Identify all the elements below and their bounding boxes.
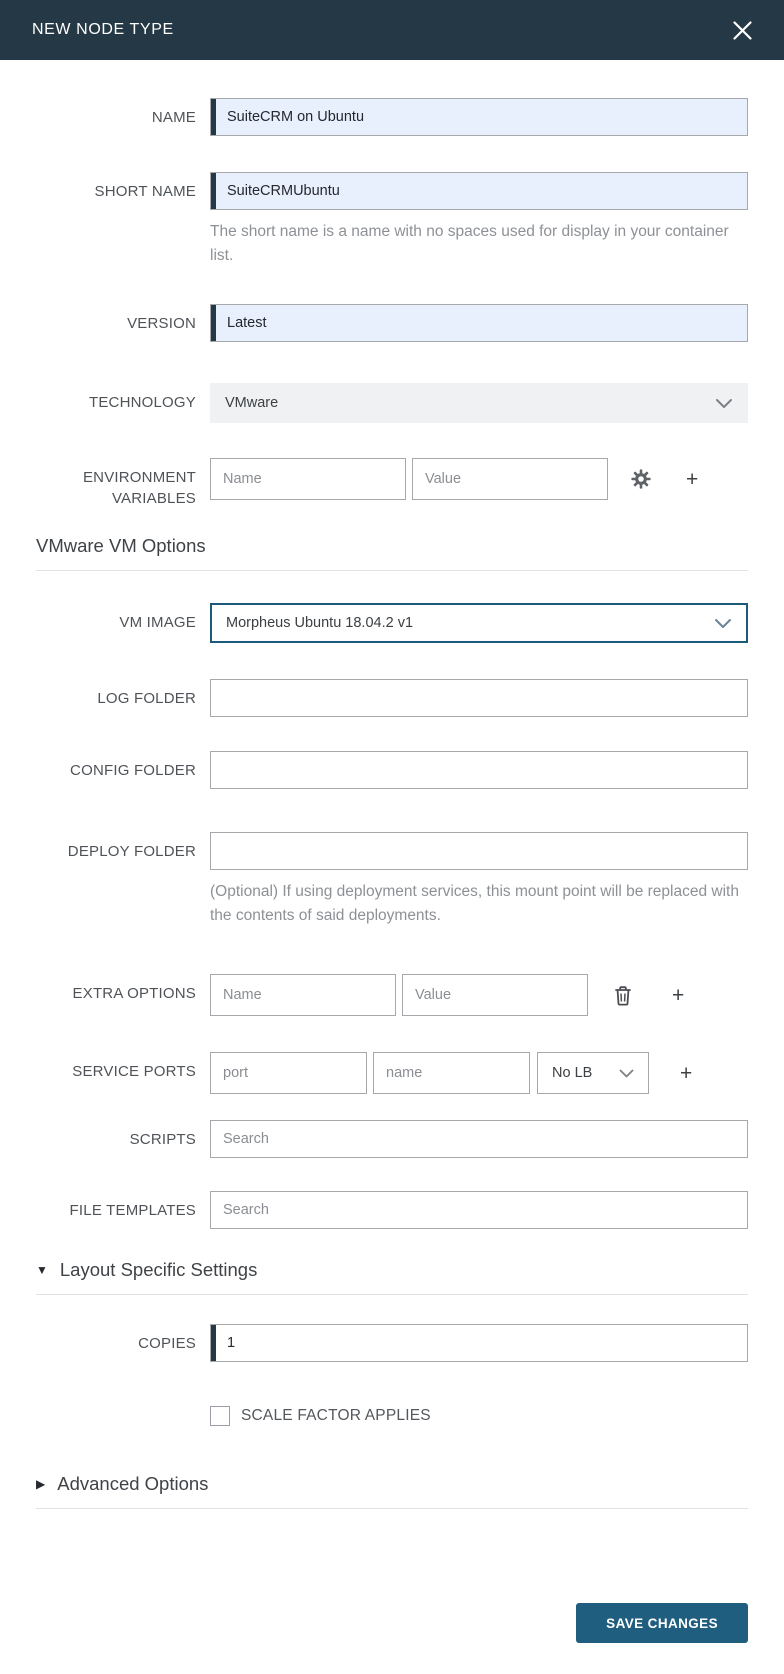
- deploy-folder-help-text: (Optional) If using deployment services, this mount point will be replaced with the contents of said deployments.: [210, 883, 739, 924]
- plus-icon: +: [686, 467, 699, 491]
- short-name-field-row: [36, 172, 748, 268]
- extra-option-value-input[interactable]: [402, 974, 588, 1016]
- service-port-name-input[interactable]: [373, 1052, 530, 1094]
- log-folder-field-row: [36, 679, 748, 717]
- env-var-value-input[interactable]: [412, 458, 608, 500]
- file-templates-search-input[interactable]: [210, 1191, 748, 1229]
- technology-selected-value: VMware: [225, 395, 279, 411]
- deploy-folder-label: DEPLOY FOLDER: [67, 843, 196, 860]
- deploy-folder-input[interactable]: [210, 832, 748, 870]
- extra-option-add-button[interactable]: [672, 985, 684, 1006]
- extra-option-name-input[interactable]: [210, 974, 396, 1016]
- section-divider: [36, 1294, 748, 1295]
- technology-label: TECHNOLOGY: [88, 394, 196, 411]
- load-balancer-selected-value: No LB: [552, 1065, 593, 1081]
- copies-input[interactable]: [210, 1324, 748, 1362]
- short-name-input[interactable]: [210, 172, 748, 210]
- short-name-label: SHORT NAME: [94, 183, 196, 200]
- close-icon: [733, 21, 752, 40]
- section-divider: [36, 1508, 748, 1509]
- plus-icon: +: [680, 1061, 693, 1085]
- config-folder-field-row: [36, 751, 748, 789]
- close-button[interactable]: [730, 18, 754, 42]
- env-var-add-button[interactable]: [686, 469, 698, 490]
- extra-option-delete-button[interactable]: [614, 985, 632, 1006]
- modal-body: [0, 60, 784, 1643]
- log-folder-input[interactable]: [210, 679, 748, 717]
- section-toggle-layout-specific-settings[interactable]: [36, 1259, 748, 1281]
- short-name-help-text: The short name is a name with no spaces used for display in your container list.: [210, 223, 729, 264]
- gear-icon: [630, 468, 652, 490]
- copies-label: COPIES: [138, 1335, 196, 1352]
- env-var-settings-button[interactable]: [630, 468, 652, 490]
- config-folder-label: CONFIG FOLDER: [70, 762, 196, 779]
- section-divider: [36, 570, 748, 571]
- chevron-down-icon: [714, 618, 732, 629]
- scripts-field-row: [36, 1120, 748, 1158]
- name-input[interactable]: [210, 98, 748, 136]
- copies-field-row: [36, 1324, 748, 1362]
- chevron-down-icon: [619, 1069, 634, 1078]
- plus-icon: +: [672, 983, 685, 1007]
- extra-options-label: EXTRA OPTIONS: [72, 985, 196, 1002]
- deploy-folder-field-row: [36, 832, 748, 928]
- service-port-add-button[interactable]: [680, 1063, 692, 1084]
- vm-image-select[interactable]: [210, 603, 748, 643]
- load-balancer-select[interactable]: [537, 1052, 649, 1094]
- extra-options-field-row: [36, 974, 748, 1016]
- modal-footer: [36, 1603, 748, 1643]
- name-label: NAME: [151, 109, 196, 126]
- service-ports-field-row: [36, 1052, 748, 1094]
- vm-image-label: VM IMAGE: [119, 614, 196, 631]
- version-field-row: [36, 304, 748, 342]
- vm-image-selected-value: Morpheus Ubuntu 18.04.2 v1: [226, 615, 414, 631]
- section-title: VMware VM Options: [36, 535, 206, 556]
- file-templates-label: FILE TEMPLATES: [69, 1202, 196, 1219]
- scale-factor-row: [210, 1406, 748, 1426]
- modal-title: NEW NODE TYPE: [32, 21, 174, 38]
- config-folder-input[interactable]: [210, 751, 748, 789]
- modal-header: [0, 0, 784, 60]
- env-var-name-input[interactable]: [210, 458, 406, 500]
- version-input[interactable]: [210, 304, 748, 342]
- trash-icon: [614, 985, 632, 1006]
- scripts-label: SCRIPTS: [129, 1131, 196, 1148]
- technology-select[interactable]: [210, 383, 748, 423]
- technology-field-row: [36, 383, 748, 423]
- environment-variables-field-row: [36, 458, 748, 509]
- section-title: Layout Specific Settings: [59, 1259, 258, 1280]
- caret-down-icon: ▼: [36, 1263, 48, 1277]
- environment-variables-label: ENVIRONMENT VARIABLES: [82, 469, 196, 507]
- scripts-search-input[interactable]: [210, 1120, 748, 1158]
- scale-factor-label: SCALE FACTOR APPLIES: [241, 1407, 431, 1424]
- section-heading-vmware-vm-options: [36, 535, 748, 557]
- scale-factor-checkbox[interactable]: [210, 1406, 230, 1426]
- log-folder-label: LOG FOLDER: [97, 690, 196, 707]
- version-label: VERSION: [127, 315, 196, 332]
- service-port-input[interactable]: [210, 1052, 367, 1094]
- section-toggle-advanced-options[interactable]: [36, 1473, 748, 1495]
- name-field-row: [36, 98, 748, 136]
- save-changes-button[interactable]: SAVE CHANGES: [576, 1603, 748, 1643]
- chevron-down-icon: [715, 398, 733, 409]
- caret-right-icon: ▶: [36, 1477, 46, 1491]
- service-ports-label: SERVICE PORTS: [72, 1063, 196, 1080]
- vm-image-field-row: [36, 603, 748, 643]
- file-templates-field-row: [36, 1191, 748, 1229]
- section-title: Advanced Options: [57, 1473, 209, 1494]
